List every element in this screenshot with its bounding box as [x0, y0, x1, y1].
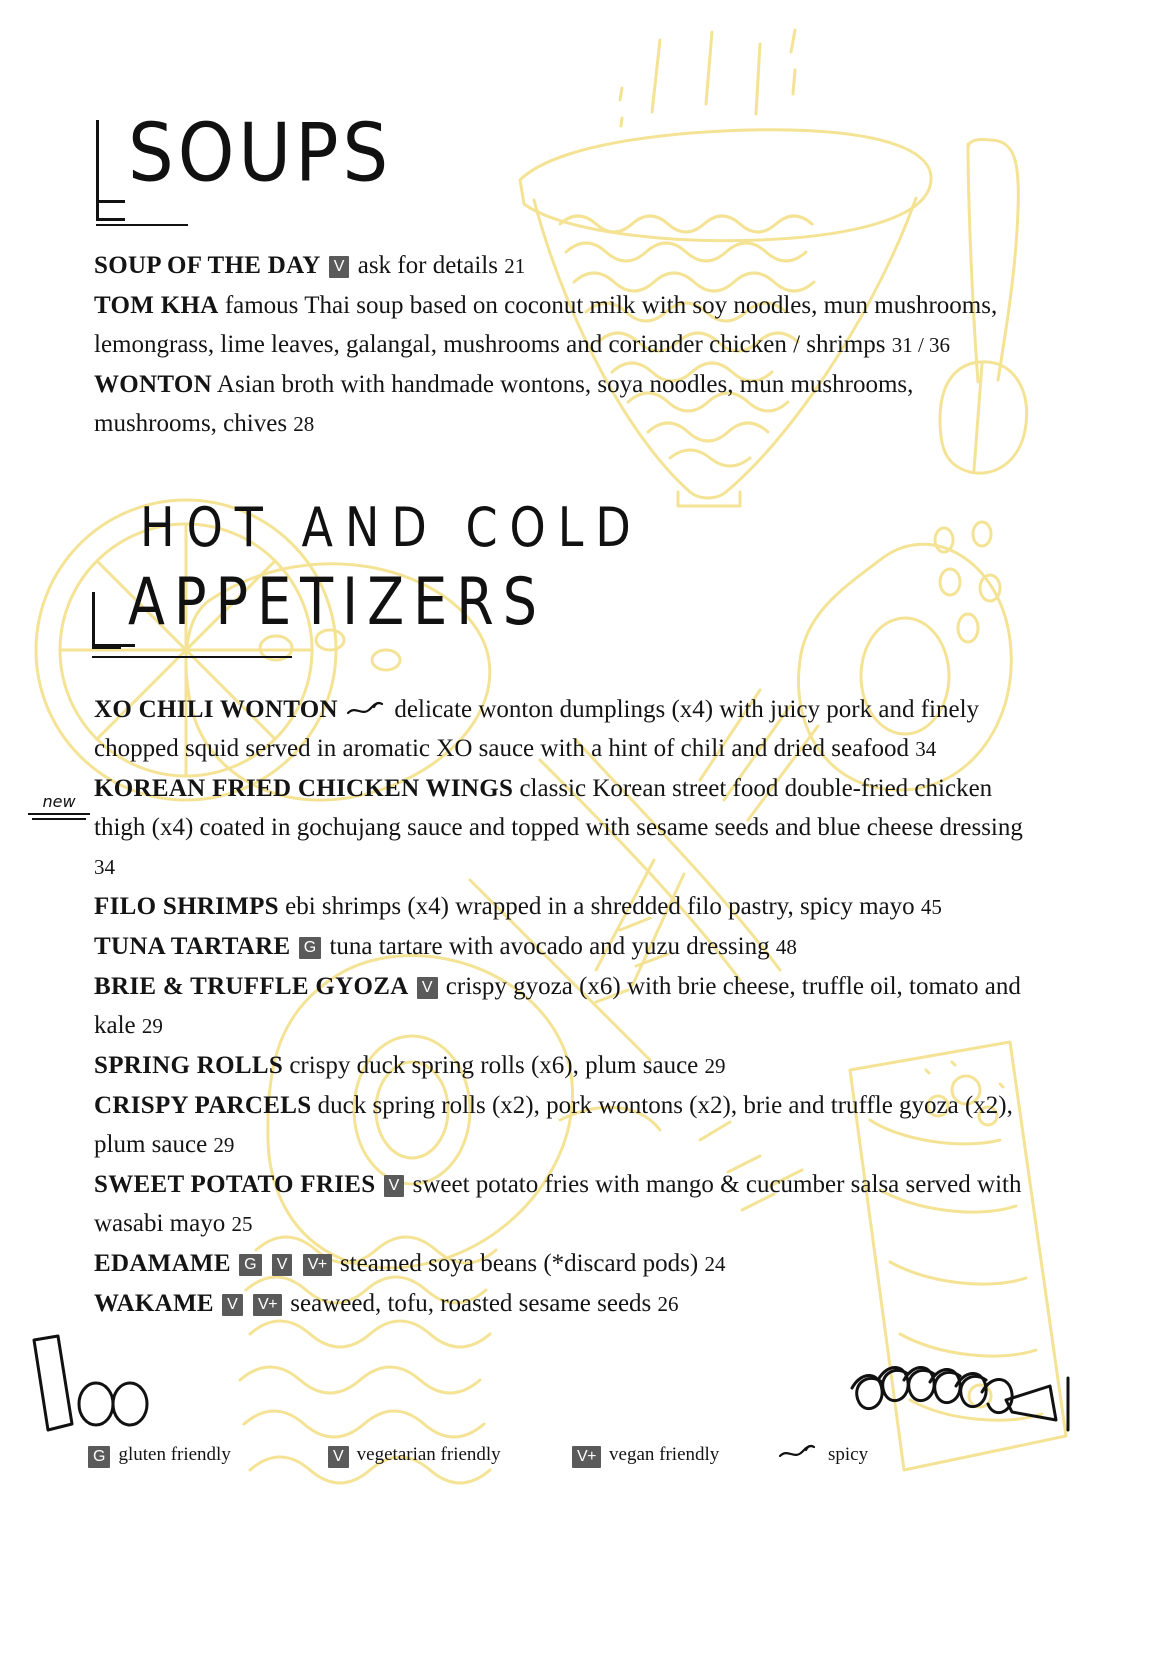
item-price: 25 [231, 1212, 253, 1236]
item-name: KOREAN FRIED CHICKEN WINGS [94, 775, 514, 802]
spicy-chili-icon [346, 701, 386, 719]
appetizers-section-title-line2: APPETIZERS [128, 564, 547, 640]
vegetarian-badge-icon: V [272, 1254, 293, 1276]
item-price: 45 [920, 895, 942, 919]
vegetarian-badge-icon: V [328, 1446, 349, 1468]
soups-section-title: SOUPS [128, 105, 393, 200]
item-name: SOUP OF THE DAY [94, 252, 321, 279]
item-description: famous Thai soup based on coconut milk with soy noodles, mun mushrooms, lemongrass, lime leaves, galangal, mushrooms and coriander chicken / shrimps [94, 292, 998, 358]
menu-item-soup-of-the-day [94, 246, 1024, 286]
item-description: ebi shrimps (x4) wrapped in a shredded filo pastry, spicy mayo [285, 893, 915, 920]
item-price: 48 [775, 935, 797, 959]
menu-item-tuna-tartare [94, 927, 1024, 967]
soups-underline [96, 224, 188, 226]
legend-vegan-friendly [572, 1444, 719, 1468]
vegetarian-badge-icon: V [384, 1175, 405, 1197]
item-name: TOM KHA [94, 292, 219, 319]
menu-item-filo-shrimps [94, 887, 1024, 927]
menu-item-crispy-parcels [94, 1086, 1024, 1165]
item-price: 28 [293, 412, 315, 436]
soups-bracket-mark-2 [96, 178, 125, 203]
item-description: crispy gyoza (x6) with brie cheese, truffle oil, tomato and kale [94, 973, 1021, 1039]
item-description: duck spring rolls (x2), pork wontons (x2), brie and truffle gyoza (x2), plum sauce [94, 1092, 1013, 1158]
soups-bracket-mark [96, 120, 125, 221]
item-price: 34 [915, 737, 937, 761]
menu-item-edamame [94, 1244, 1024, 1284]
item-description: ask for details [357, 252, 498, 279]
menu-item-wonton [94, 365, 1024, 444]
legend-label: gluten friendly [118, 1444, 231, 1465]
menu-item-brie-truffle-gyoza [94, 967, 1024, 1046]
item-name: WONTON [94, 371, 213, 398]
appetizers-item-list [94, 690, 1024, 1324]
item-price: 29 [141, 1014, 163, 1038]
new-label: new [42, 792, 76, 811]
vegetarian-badge-icon: V [222, 1294, 243, 1316]
menu-item-korean-fried-chicken-wings [94, 769, 1024, 887]
item-name: BRIE & TRUFFLE GYOZA [94, 973, 409, 1000]
vegetarian-badge-icon: V [417, 977, 438, 999]
item-name: SPRING ROLLS [94, 1052, 284, 1079]
item-description: tuna tartare with avocado and yuzu dressing [329, 933, 770, 960]
gluten-friendly-badge-icon: G [299, 937, 321, 959]
item-name: TUNA TARTARE [94, 933, 291, 960]
legend-vegetarian-friendly [328, 1444, 501, 1468]
item-description: crispy duck spring rolls (x6), plum sauce [289, 1052, 699, 1079]
new-item-marker [22, 792, 96, 820]
item-description: steamed soya beans (*discard pods) [339, 1250, 699, 1277]
item-description: sweet potato fries with mango & cucumber salsa served with wasabi mayo [94, 1171, 1022, 1237]
vegan-badge-icon: V+ [303, 1254, 332, 1276]
item-description: seaweed, tofu, roasted sesame seeds [290, 1290, 652, 1317]
item-price: 24 [704, 1252, 726, 1276]
vegan-badge-icon: V+ [253, 1294, 282, 1316]
item-price: 29 [704, 1054, 726, 1078]
item-name: FILO SHRIMPS [94, 893, 279, 920]
menu-item-wakame [94, 1284, 1024, 1324]
item-price: 34 [94, 855, 115, 879]
item-description: Asian broth with handmade wontons, soya noodles, mun mushrooms, mushrooms, chives [94, 371, 914, 437]
legend-gluten-friendly [88, 1444, 231, 1468]
menu-item-sweet-potato-fries [94, 1165, 1024, 1244]
item-name: XO CHILI WONTON [94, 696, 338, 723]
item-price: 21 [504, 254, 526, 278]
item-description: classic Korean street food double-fried chicken thigh (x4) coated in gochujang sauce and topped with sesame seeds and blue cheese dressing [94, 775, 1023, 841]
appetizers-underline [92, 656, 292, 658]
item-price: 31 / 36 [891, 333, 951, 357]
item-description: delicate wonton dumplings (x4) with juicy pork and finely chopped squid served in aromatic XO sauce with a hint of chili and dried seafood [94, 696, 980, 762]
gluten-friendly-badge-icon: G [88, 1446, 110, 1468]
legend-label: spicy [828, 1444, 869, 1465]
vegetarian-badge-icon: V [329, 256, 350, 278]
new-underline-2 [32, 818, 86, 820]
soups-item-list [94, 246, 1024, 444]
item-name: CRISPY PARCELS [94, 1092, 312, 1119]
vegan-badge-icon: V+ [572, 1446, 601, 1468]
gluten-friendly-badge-icon: G [239, 1254, 261, 1276]
legend-spicy [776, 1444, 868, 1466]
item-name: WAKAME [94, 1290, 214, 1317]
appetizers-section-title-line1: HOT AND COLD [140, 495, 643, 559]
menu-item-tom-kha [94, 286, 1024, 365]
item-name: EDAMAME [94, 1250, 231, 1277]
new-underline-1 [28, 813, 90, 815]
item-name: SWEET POTATO FRIES [94, 1171, 376, 1198]
item-price: 29 [213, 1133, 235, 1157]
legend-label: vegan friendly [609, 1444, 720, 1465]
item-price: 26 [657, 1292, 679, 1316]
menu-item-spring-rolls [94, 1046, 1024, 1086]
menu-item-xo-chili-wonton [94, 690, 1024, 769]
spicy-chili-icon [778, 1444, 818, 1462]
legend-label: vegetarian friendly [356, 1444, 501, 1465]
